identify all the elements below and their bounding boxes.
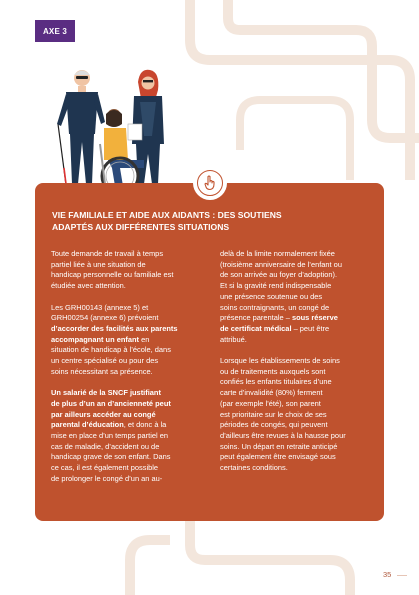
text-line: peut également être envisagé sous bbox=[220, 452, 336, 462]
paragraph bbox=[51, 303, 204, 378]
text-line: de son arrivée au foyer d’adoption). bbox=[220, 270, 338, 280]
text-line: périodes de congés, qui peuvent bbox=[220, 420, 328, 430]
text-line: ce cas, il est également possible bbox=[51, 463, 159, 473]
text-line: présence parentale – bbox=[220, 313, 292, 323]
text-line: handicap personnelle ou familiale est bbox=[51, 270, 174, 280]
text-line: est prioritaire sur le choix de ses bbox=[220, 409, 327, 419]
text-line: handicap grave de son enfant. Dans bbox=[51, 452, 171, 462]
text-line: confiés les enfants titulaires d’une bbox=[220, 377, 332, 387]
text-line: delà de la limite normalement fixée bbox=[220, 249, 335, 258]
text-line: sous réserve bbox=[291, 313, 338, 323]
text-line: Les GRH00143 (annexe 5) et bbox=[51, 302, 149, 312]
content-card bbox=[35, 183, 384, 521]
page-number: 35 bbox=[383, 570, 392, 579]
text-line: cas de maladie, d’accident ou de bbox=[51, 441, 160, 451]
paragraph bbox=[51, 388, 204, 484]
text-line: mise en place d’un temps partiel en bbox=[51, 430, 168, 440]
text-line: carte d’invalidité (80%) ferment bbox=[220, 388, 323, 398]
text-line: en bbox=[139, 334, 150, 344]
text-line: soins contraignants, un congé de bbox=[220, 302, 330, 312]
section-title-line: VIE FAMILIALE ET AIDE AUX AIDANTS : DES SOUTIENS bbox=[52, 210, 282, 220]
text-line: étudiée avec attention. bbox=[51, 281, 126, 291]
axe-badge: AXE 3 bbox=[35, 20, 75, 42]
people-illustration bbox=[48, 64, 173, 202]
paragraph bbox=[220, 356, 374, 474]
text-line: certaines conditions. bbox=[220, 463, 288, 473]
text-line: attribué. bbox=[220, 334, 247, 344]
icon-ring bbox=[197, 170, 223, 196]
text-line: ou de traitements auxquels sont bbox=[220, 366, 326, 376]
text-line: partiel liée à une situation de bbox=[51, 259, 146, 269]
text-line: , et donc à la bbox=[123, 420, 167, 430]
text-line: une présence soutenue ou des bbox=[220, 291, 323, 301]
text-line: un centre spécialisé ou pour des bbox=[51, 356, 159, 366]
section-title bbox=[52, 210, 372, 233]
text-line: Un salarié de la SNCF justifiant bbox=[51, 388, 161, 398]
text-column-left bbox=[51, 249, 204, 495]
text-line: GRH00254 (annexe 6) prévoient bbox=[51, 313, 159, 323]
page-number-rule bbox=[397, 575, 407, 576]
text-line: parental d’éducation bbox=[51, 420, 124, 430]
text-line: accompagnant un enfant bbox=[51, 334, 140, 344]
text-line: d’accorder des facilités aux parents bbox=[51, 323, 178, 333]
text-line: de plus d’un an d’ancienneté peut bbox=[51, 398, 171, 408]
text-line: soins nécessitant sa présence. bbox=[51, 366, 153, 376]
text-line: (troisième anniversaire de l’enfant ou bbox=[220, 259, 342, 269]
text-line: – peut être bbox=[291, 323, 330, 333]
text-column-right bbox=[220, 249, 374, 484]
text-line: Et si la gravité rend indispensable bbox=[220, 281, 332, 291]
text-line: de certificat médical bbox=[220, 323, 292, 333]
text-line: Toute demande de travail à temps bbox=[51, 249, 164, 258]
text-line: situation de handicap à l’école, dans bbox=[51, 345, 171, 355]
text-line: par ailleurs accéder au congé bbox=[51, 409, 156, 419]
paragraph bbox=[220, 249, 374, 345]
hand-pointing-icon bbox=[203, 175, 217, 191]
section-title-line: ADAPTÉS AUX DIFFÉRENTES SITUATIONS bbox=[52, 221, 230, 232]
text-line: soins. Un départ en retraite anticipé bbox=[220, 441, 338, 451]
paragraph bbox=[51, 249, 204, 292]
text-line: Lorsque les établissements de soins bbox=[220, 356, 340, 366]
text-line: de prolonger le congé d’un an au- bbox=[51, 473, 163, 483]
hand-pointing-icon-badge bbox=[193, 166, 227, 200]
text-line: (par exemple l’été), son parent bbox=[220, 398, 321, 408]
text-line: d’ailleurs être revues à la hausse pour bbox=[220, 430, 346, 440]
